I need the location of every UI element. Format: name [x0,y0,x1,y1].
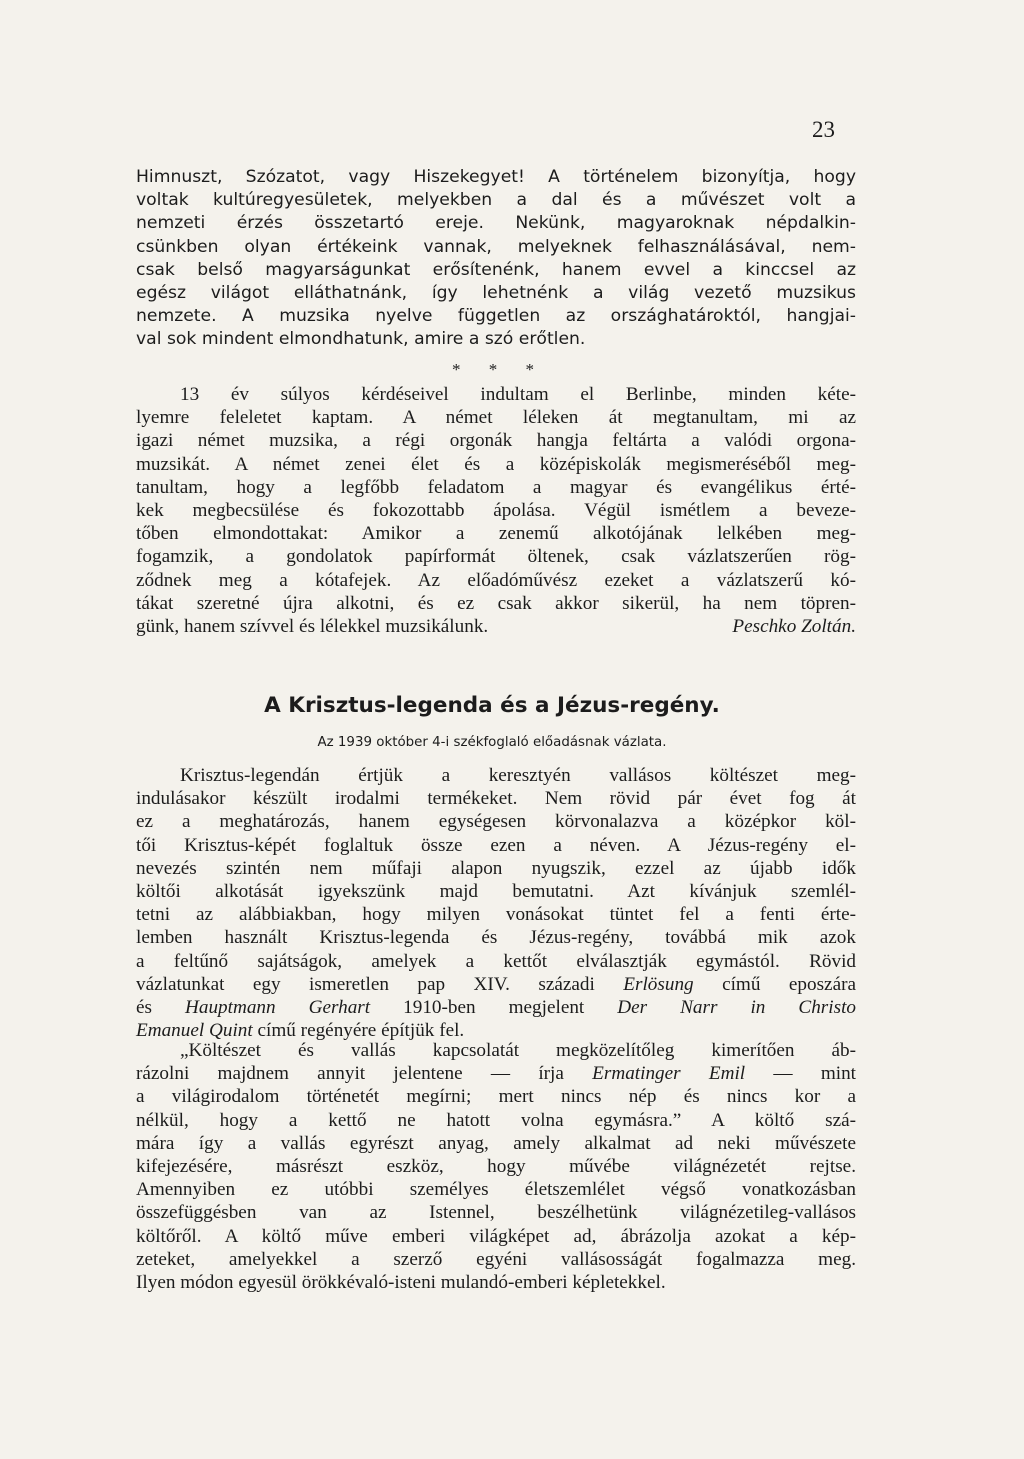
article-subtitle: Az 1939 október 4-i székfoglaló előadásnak vázlata. [317,735,667,750]
text-line: tői Krisztus-képét foglaltuk össze ezen a néven. A Jézus-regény el- [136,834,856,856]
text-line: tanultam, hogy a legfőbb feladatom a magyar és evangélikus érté- [136,476,856,498]
text-span: és [136,996,185,1018]
text-line: „Költészet és vallás kapcsolatát megközelítőleg kimerítően áb- [180,1040,856,1061]
text-line: tőben elmondottakat: Amikor a zenemű alkotójának lelkében meg- [136,523,856,545]
text-line: csak belső magyarságunkat erősítenénk, hanem evvel a kinccsel az [136,259,856,280]
text-line: muzsikát. A német zenei élet és a középiskolák megismeréséből meg- [136,453,856,475]
text-span: című regényére építjük fel. [252,1020,465,1042]
text-line [136,1062,856,1085]
text-line: egész világot elláthatnánk, így lehetnénk a világ vezető muzsikus [136,282,856,303]
italic-author: Ermatinger Emil [592,1063,746,1085]
italic-author: Hauptmann Gerhart [185,996,371,1018]
text-line: Himnuszt, Szózatot, vagy Hiszekegyet! A történelem bizonyítja, hogy [136,167,856,187]
text-line: nevezés szintén nem műfaji alapon nyugszik, ezzel az újabb idők [136,857,856,879]
text-span: vázlatunkat egy ismeretlen pap XIV. századi [136,973,624,995]
paragraph-definition [136,764,856,1042]
text-line: nélkül, hogy a kettő ne hatott volna egymásra.” A költő szá- [136,1109,856,1131]
text-line: Amennyiben ez utóbbi személyes életszemlélet végső vonatkozásban [136,1179,856,1201]
text-line: zeteket, amelyekkel a szerző egyéni vallásosságát fogalmazza meg. [136,1248,856,1270]
italic-title: Erlösung [623,973,694,995]
text-line: költői alkotását igyekszünk majd bemutatni. Azt kívánjuk szemlél- [136,880,856,902]
paragraph-quote [136,1039,856,1294]
article-title: A Krisztus-legenda és a Jézus-regény. [264,693,720,718]
text-line: kek megbecsülése és fokozottabb ápolása. Végül ismétlem a beveze- [136,499,856,521]
text-span: című eposzára [693,973,856,995]
text-line [136,996,856,1019]
text-line: 13 év súlyos kérdéseivel indultam el Berlinbe, minden kéte- [180,384,856,405]
author-signature: Peschko Zoltán. [732,615,856,637]
text-line: mára így a vallás egyrészt anyag, amely alkalmat ad neki művészete [136,1132,856,1154]
text-line: ződnek meg a kótafejek. Az előadóművész ezeket a vázlatszerű kó- [136,569,856,591]
text-line: a világirodalom történetét megírni; mert nincs nép és nincs kor a [136,1086,856,1108]
text-line: nemzete. A muzsika nyelve független az országhatároktól, hangjai- [136,306,856,327]
text-line: Krisztus-legendán értjük a keresztyén vallásos költészet meg- [180,765,856,786]
italic-title: Emanuel Quint [136,1020,253,1042]
text-span: rázolni majdnem annyit jelentene — írja [136,1063,593,1085]
text-line: nemzeti érzés összetartó ereje. Nekünk, magyaroknak népdalkin- [136,213,856,234]
text-line: fogamzik, a gondolatok papírformát öltenek, csak vázlatszerűen rög- [136,546,856,568]
text-line: ez a meghatározás, hanem egységesen körvonalazva a középkor köl- [136,811,856,833]
text-line: csünkben olyan értékeink vannak, melyeknek felhasználásával, nem- [136,236,856,257]
text-line [136,973,856,996]
text-line: voltak kultúregyesületek, melyekben a dal és a művészet volt a [136,190,856,211]
italic-title: Der Narr in Christo [617,996,856,1018]
section-separator: * * * [452,360,546,379]
text-line: indulásakor készült irodalmi termékeket. Nem rövid pár évet fog át [136,788,856,810]
text-span: 1910-ben megjelent [370,996,618,1018]
text-line [136,615,856,638]
text-line: Ilyen módon egyesül örökkévaló-isteni mulandó-emberi képletekkel. [136,1271,666,1293]
text-line: lemben használt Krisztus-legenda és Jézus-regény, továbbá mik azok [136,927,856,949]
text-span: — mint [745,1063,856,1085]
text-line: tákat szeretné újra alkotni, és ez csak akkor sikerül, ha nem töpren- [136,592,856,614]
text-line: val sok mindent elmondhatunk, amire a szó erőtlen. [136,329,586,350]
text-line: költőről. A költő műve emberi világképet ad, ábrázolja azokat a kép- [136,1225,856,1247]
text-line: összefüggésben van az Istennel, beszélhetünk világnézetileg-vallásos [136,1202,856,1224]
text-line: tetni az alábbiakban, hogy milyen vonásokat tüntet fel a fenti érte- [136,904,856,926]
paragraph-berlin [136,383,856,638]
paragraph-hymns [136,166,856,352]
text-line: igazi német muzsika, a régi orgonák hangja feltárta a valódi orgona- [136,430,856,452]
text-line: kifejezésére, másrészt eszköz, hogy művébe világnézetét rejtse. [136,1155,856,1177]
text-line-content: günk, hanem szívvel és lélekkel muzsikálunk. [136,615,489,637]
text-line: lyemre feleletet kaptam. A német léleken át megtanultam, mi az [136,407,856,429]
page-number: 23 [812,117,835,142]
text-line: a feltűnő sajátságok, amelyek a kettőt elválasztják egymástól. Rövid [136,950,856,972]
